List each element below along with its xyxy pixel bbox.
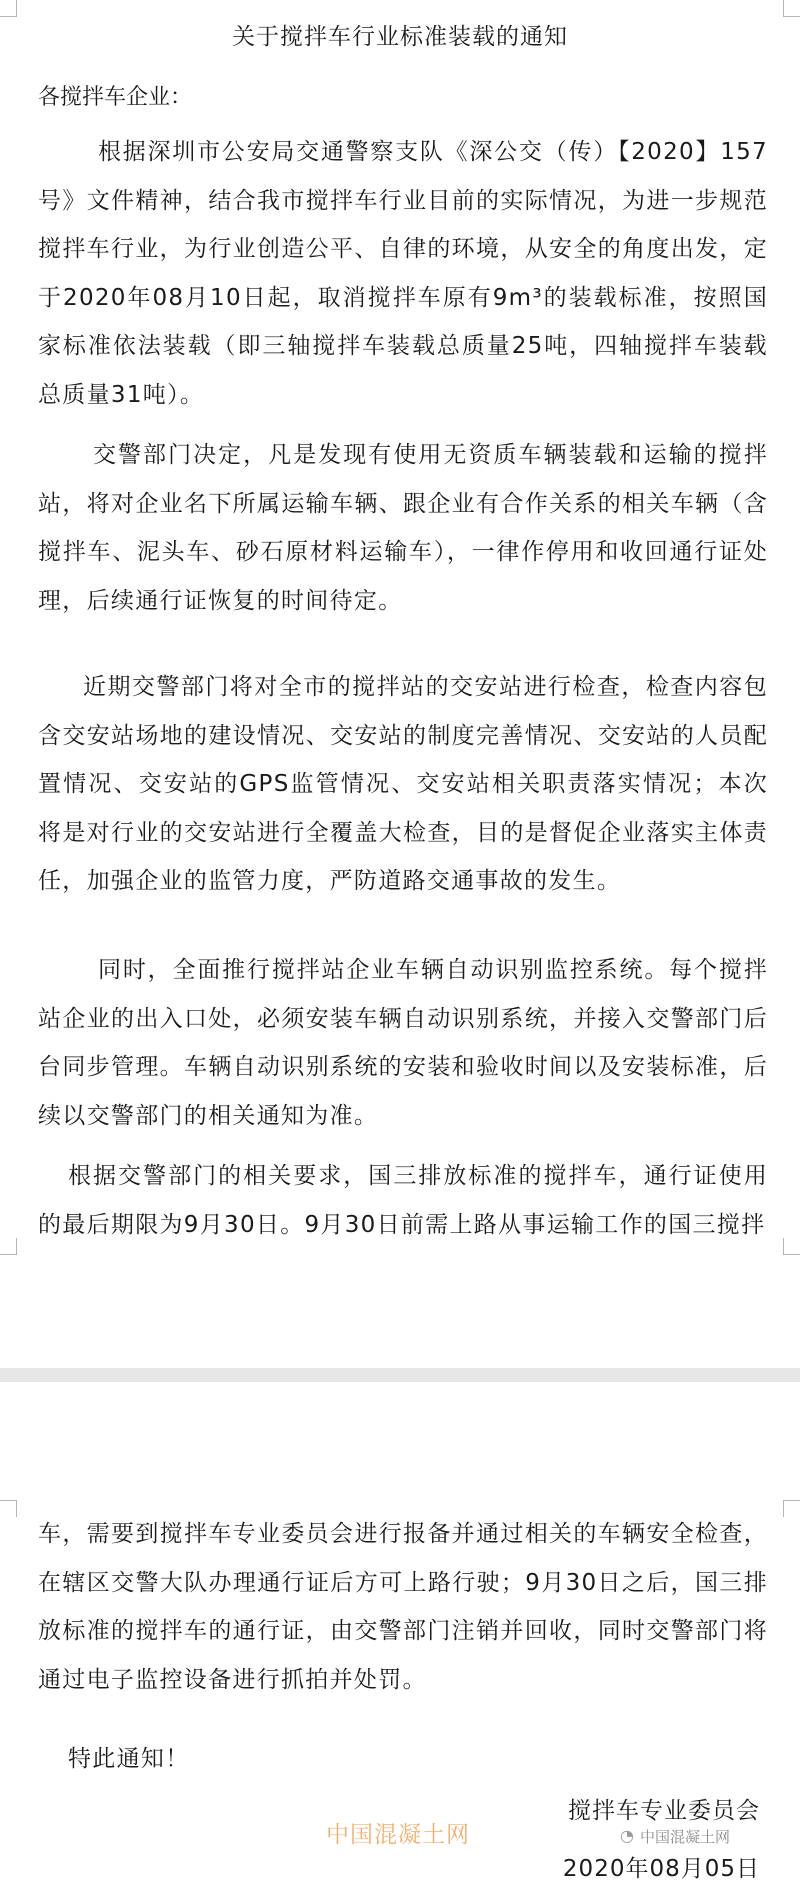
- page-corner-mark: [0, 0, 17, 17]
- paragraph-6: 车，需要到搅拌车专业委员会进行报备并通过相关的车辆安全检查，在辖区交警大队办理通行证后方可上路行驶；9月30日之后，国三排放标准的搅拌车的通行证，由交警部门注销并回收，同时交警部门将通过电子监控设备进行抓拍并处罚。: [38, 1521, 768, 1693]
- page-corner-mark: [783, 0, 800, 17]
- greeting: 各搅拌车企业：: [38, 85, 193, 110]
- signature: 搅拌车专业委员会: [568, 1798, 760, 1824]
- page-corner-mark: [0, 1500, 17, 1517]
- paragraph-1: 根据深圳市公安局交通警察支队《深公交（传）【2020】157号》文件精神，结合我市搅拌车行业目前的实际情况，为进一步规范搅拌车行业，为行业创造公平、自律的环境，从安全的角度出发，定于2020年08月10日起，取消搅拌车原有9m³的装载标准，按照国家标准依法装载（即三轴搅拌车装载总质量25吨，四轴搅拌车装载总质量31吨）。: [38, 139, 768, 408]
- page-corner-mark: [783, 1500, 800, 1517]
- watermark-left: 中国混凝土网: [326, 1822, 470, 1848]
- page-separator: [0, 1368, 800, 1382]
- page-corner-mark: [783, 1238, 800, 1255]
- document-title: 关于搅拌车行业标准装载的通知: [232, 24, 568, 50]
- page-corner-mark: [0, 1238, 17, 1255]
- paragraph-3: 近期交警部门将对全市的搅拌站的交安站进行检查，检查内容包含交安站场地的建设情况、交安站的制度完善情况、交安站的人员配置情况、交安站的GPS监管情况、交安站相关职责落实情况；本次将是对行业的交安站进行全覆盖大检查，目的是督促企业落实主体责任，加强企业的监管力度，严防道路交通事故的发生。: [38, 674, 768, 894]
- closing-line: 特此通知！: [68, 1746, 190, 1772]
- paragraph-4: 同时，全面推行搅拌站企业车辆自动识别监控系统。每个搅拌站企业的出入口处，必须安装车辆自动识别系统，并接入交警部门后台同步管理。车辆自动识别系统的安装和验收时间以及安装标准，后续以交警部门的相关通知为准。: [38, 957, 768, 1129]
- paragraph-2: 交警部门决定，凡是发现有使用无资质车辆装载和运输的搅拌站，将对企业名下所属运输车辆、跟企业有合作关系的相关车辆（含搅拌车、泥头车、砂石原材料运输车），一律作停用和收回通行证处理，后续通行证恢复的时间待定。: [38, 442, 768, 614]
- paragraph-5: 根据交警部门的相关要求，国三排放标准的搅拌车，通行证使用的最后期限为9月30日。9月30日前需上路从事运输工作的国三搅拌: [38, 1163, 768, 1238]
- date: 2020年08月05日: [562, 1856, 760, 1882]
- wechat-icon: ◔: [620, 1826, 634, 1845]
- watermark-right: 中国混凝土网: [640, 1828, 731, 1846]
